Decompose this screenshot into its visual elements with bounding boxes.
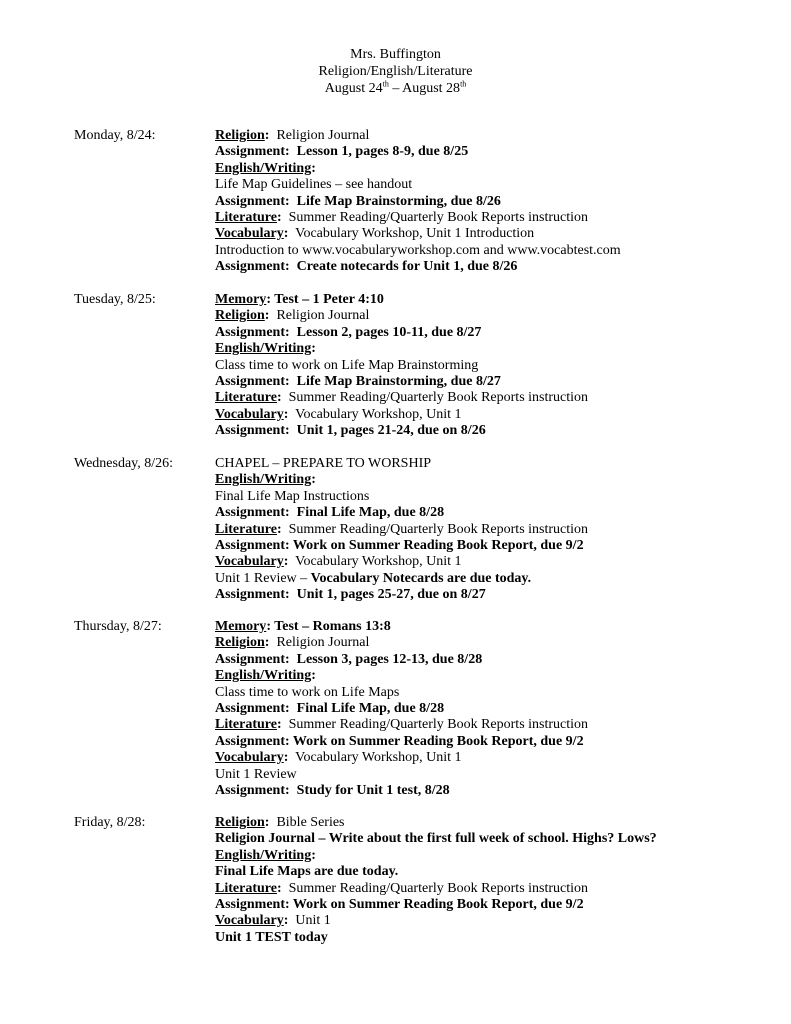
subject-heading: Literature: [215, 521, 277, 537]
entry-line: [215, 423, 735, 439]
entry-text: Vocabulary Workshop, Unit 1: [288, 406, 462, 422]
subject-heading-tail: :: [283, 913, 289, 929]
subject-heading: Religion: [215, 128, 265, 143]
entry-line: [215, 374, 735, 390]
entry-text: Life Map Guidelines – see handout: [215, 177, 413, 193]
subject-heading: Vocabulary: [215, 750, 284, 766]
date-end-suffix: th: [460, 79, 467, 89]
entry-line: [215, 210, 735, 226]
entry-line: [215, 930, 735, 946]
entry-line: [215, 587, 735, 603]
subject-heading: Literature: [215, 717, 277, 733]
entry-line: [215, 538, 735, 554]
entry-line: [215, 456, 735, 472]
subject-heading: English/Writing: [215, 472, 312, 488]
entry-line: [215, 161, 735, 177]
entry-text: Introduction to www.vocabularyworkshop.com and www.vocabtest.com: [215, 242, 621, 258]
subject-heading-tail: :: [276, 209, 282, 225]
day-entries: [215, 456, 735, 604]
day-entries: [215, 128, 735, 276]
assignment-text: Assignment: Work on Summer Reading Book Report, due 9/2: [215, 896, 584, 912]
entry-line: [215, 390, 735, 406]
entry-line: [215, 864, 735, 880]
assignment-text: Assignment: Work on Summer Reading Book Report, due 9/2: [215, 733, 584, 749]
entry-line: [215, 848, 735, 864]
entry-text: CHAPEL – PREPARE TO WORSHIP: [215, 456, 432, 471]
subject-heading-tail: :: [283, 554, 289, 570]
date-end: August 28: [402, 81, 461, 96]
date-range: [0, 80, 791, 97]
entry-line: [215, 652, 735, 668]
subject-heading-tail: :: [311, 472, 316, 488]
day-entries: [215, 292, 735, 440]
entry-line: [215, 144, 735, 160]
subject-heading: Religion: [215, 635, 265, 651]
date-separator: –: [388, 81, 403, 96]
assignment-text: Assignment: Create notecards for Unit 1, due 8/26: [215, 259, 518, 275]
subject-list: Religion/English/Literature: [318, 64, 473, 79]
entry-text: Summer Reading/Quarterly Book Reports instruction: [281, 717, 589, 733]
entry-text: Unit 1 Review –: [215, 570, 311, 586]
entry-text: Summer Reading/Quarterly Book Reports instruction: [281, 880, 589, 896]
subject-heading: Religion: [215, 308, 265, 324]
subject-heading-tail: :: [311, 341, 316, 357]
entry-line: [215, 831, 735, 847]
entry-line: [215, 259, 735, 275]
subject-heading: Literature: [215, 209, 277, 225]
entry-line: [215, 177, 735, 193]
entry-text: Bible Series: [269, 815, 345, 830]
entry-line: [215, 701, 735, 717]
date-start-suffix: th: [382, 79, 389, 89]
entry-line: [215, 472, 735, 488]
day-label: Wednesday, 8/26:: [74, 456, 174, 471]
subject-heading: Memory: [215, 619, 267, 634]
entry-text: Unit 1 Review: [215, 766, 297, 782]
subject-heading-tail: :: [264, 815, 270, 830]
assignment-text: Assignment: Final Life Map, due 8/28: [215, 505, 445, 521]
subject-heading-tail: :: [311, 160, 316, 176]
assignment-text: Assignment: Unit 1, pages 25-27, due on 8/27: [215, 587, 486, 603]
entry-line: [215, 717, 735, 733]
entry-line: [215, 308, 735, 324]
day-label: Thursday, 8/27:: [74, 619, 162, 634]
entry-text: Class time to work on Life Map Brainstorming: [215, 357, 479, 373]
entry-line: [215, 554, 735, 570]
entry-line: [215, 489, 735, 505]
subject-heading-tail: :: [283, 750, 289, 766]
subject-heading: English/Writing: [215, 847, 312, 863]
subject-heading: Vocabulary: [215, 554, 284, 570]
subject-heading-tail: :: [264, 308, 270, 324]
entry-line: [215, 897, 735, 913]
entry-line: [215, 505, 735, 521]
assignment-text: Assignment: Lesson 2, pages 10-11, due 8/27: [215, 324, 482, 340]
entry-line: [215, 635, 735, 651]
entry-line: [215, 668, 735, 684]
assignment-text: Assignment: Unit 1, pages 21-24, due on 8/26: [215, 423, 486, 439]
notice-text: Vocabulary Notecards are due today.: [310, 570, 532, 586]
entry-text: Unit 1: [288, 913, 331, 929]
subject-heading: English/Writing: [215, 668, 312, 684]
teacher-name: Mrs. Buffington: [350, 47, 441, 62]
subject-heading: Literature: [215, 390, 277, 406]
entry-line: [215, 325, 735, 341]
subject-heading-tail: :: [283, 406, 289, 422]
entry-line: [215, 522, 735, 538]
entry-line: [215, 194, 735, 210]
assignment-text: Assignment: Final Life Map, due 8/28: [215, 700, 445, 716]
entry-line: [215, 571, 735, 587]
entry-text: Class time to work on Life Maps: [215, 684, 400, 700]
subject-heading-tail: :: [276, 390, 282, 406]
subject-heading-tail: :: [276, 521, 282, 537]
entry-text: Religion Journal: [269, 128, 370, 143]
day-label: Monday, 8/24:: [74, 128, 156, 143]
entry-line: [215, 292, 735, 308]
subject-heading-tail: : Test – Romans 13:8: [266, 619, 391, 634]
entry-text: Vocabulary Workshop, Unit 1 Introduction: [288, 226, 535, 242]
entry-text: Summer Reading/Quarterly Book Reports instruction: [281, 390, 589, 406]
date-start: August 24: [324, 81, 383, 96]
subject-heading: Vocabulary: [215, 226, 284, 242]
subject-heading: Literature: [215, 880, 277, 896]
entry-line: [215, 881, 735, 897]
assignment-text: Assignment: Life Map Brainstorming, due 8/27: [215, 373, 501, 389]
entry-line: [215, 619, 735, 635]
entry-text: Religion Journal: [269, 308, 370, 324]
day-entries: [215, 619, 735, 799]
entry-line: [215, 750, 735, 766]
assignment-text: Assignment: Work on Summer Reading Book Report, due 9/2: [215, 537, 584, 553]
entry-text: Religion Journal: [269, 635, 370, 651]
entry-line: [215, 685, 735, 701]
assignment-text: Assignment: Life Map Brainstorming, due 8/26: [215, 193, 501, 209]
day-entries: [215, 815, 735, 946]
subject-heading-tail: :: [276, 717, 282, 733]
entry-text: Summer Reading/Quarterly Book Reports instruction: [281, 209, 589, 225]
day-label: Friday, 8/28:: [74, 815, 146, 830]
subject-heading-tail: :: [264, 128, 270, 143]
document-header: [0, 46, 791, 97]
subject-heading: Vocabulary: [215, 913, 284, 929]
subject-heading: Religion: [215, 815, 265, 830]
day-label: Tuesday, 8/25:: [74, 292, 156, 307]
subject-heading-tail: :: [264, 635, 270, 651]
assignment-text: Assignment: Lesson 3, pages 12-13, due 8/28: [215, 651, 483, 667]
subject-heading: Vocabulary: [215, 406, 284, 422]
entry-text: Vocabulary Workshop, Unit 1: [288, 554, 462, 570]
assignment-text: Unit 1 TEST today: [215, 929, 328, 945]
subject-heading-tail: :: [311, 847, 316, 863]
subject-heading-tail: :: [311, 668, 316, 684]
entry-line: [215, 243, 735, 259]
entry-line: [215, 913, 735, 929]
subject-heading-tail: : Test – 1 Peter 4:10: [266, 292, 384, 307]
entry-line: [215, 783, 735, 799]
subject-heading-tail: :: [283, 226, 289, 242]
entry-text: Summer Reading/Quarterly Book Reports instruction: [281, 521, 589, 537]
subject-heading: English/Writing: [215, 341, 312, 357]
entry-line: [215, 767, 735, 783]
entry-line: [215, 407, 735, 423]
subject-heading-tail: :: [276, 880, 282, 896]
entry-line: [215, 734, 735, 750]
entry-text: Final Life Map Instructions: [215, 488, 370, 504]
entry-line: [215, 128, 735, 144]
assignment-text: Final Life Maps are due today.: [215, 864, 399, 880]
subject-heading: Memory: [215, 292, 267, 307]
subject-heading: English/Writing: [215, 160, 312, 176]
entry-line: [215, 358, 735, 374]
entry-line: [215, 815, 735, 831]
entry-line: [215, 226, 735, 242]
entry-text: Vocabulary Workshop, Unit 1: [288, 750, 462, 766]
assignment-text: Assignment: Study for Unit 1 test, 8/28: [215, 782, 450, 798]
assignment-text: Assignment: Lesson 1, pages 8-9, due 8/25: [215, 144, 469, 160]
assignment-text: Religion Journal – Write about the first full week of school. Highs? Lows?: [215, 831, 657, 847]
entry-line: [215, 341, 735, 357]
